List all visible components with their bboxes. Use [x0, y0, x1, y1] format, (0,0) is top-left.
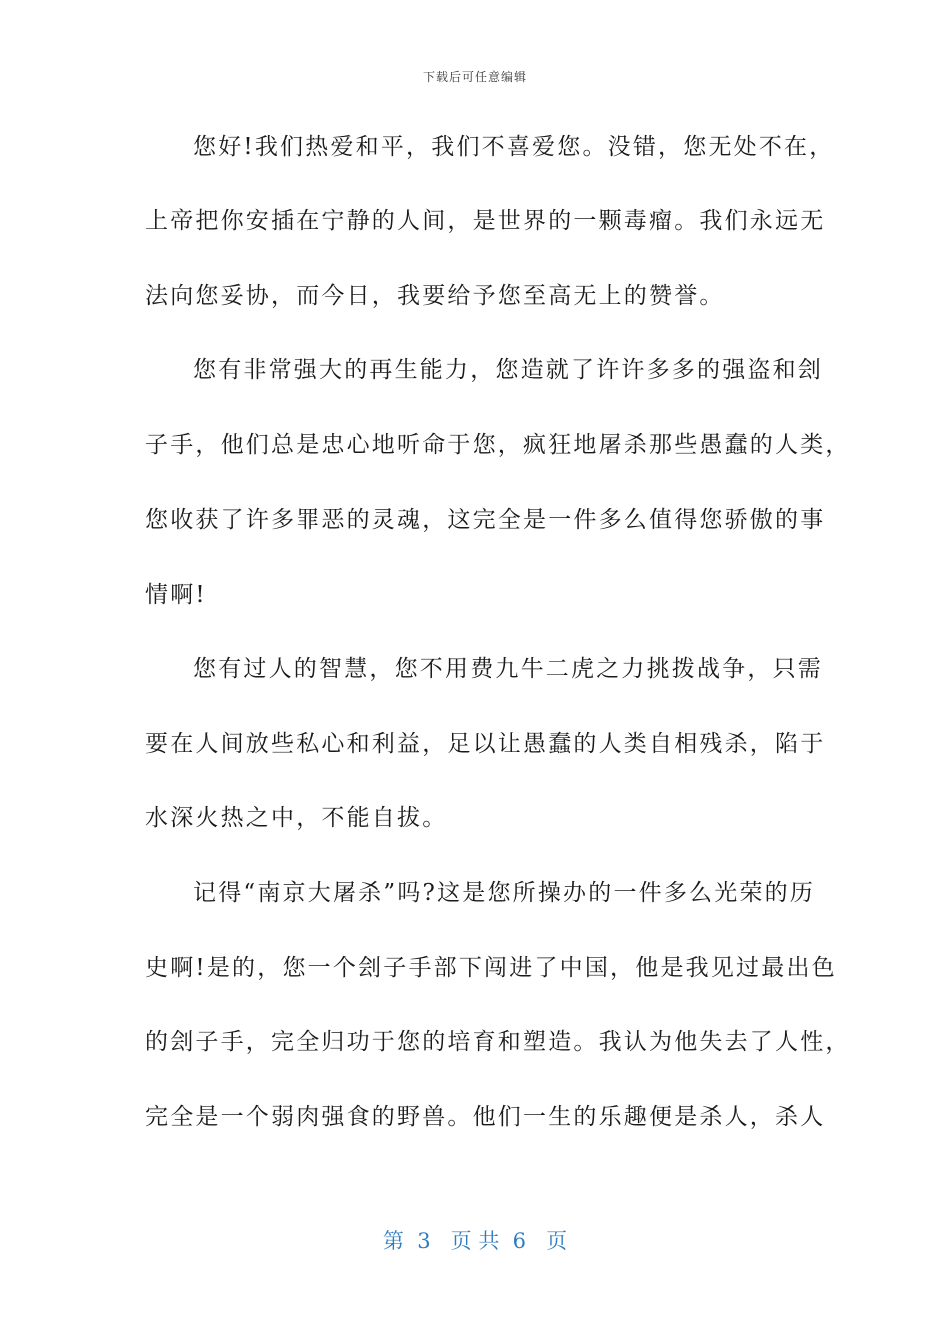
- text-line: 水深火热之中，不能自拔。: [145, 805, 448, 831]
- page-number-footer: 第 3 页 共 6 页: [382, 1229, 568, 1253]
- text-line: 法向您妥协，而今日，我要给予您至高无上的赞誉。: [145, 283, 725, 309]
- text-line: 您有过人的智慧，您不用费九牛二虎之力挑拨战争，只需: [193, 656, 823, 682]
- text-line: 上帝把你安插在宁静的人间，是世界的一颗毒瘤。我们永远无: [145, 208, 826, 234]
- text-line: 您有非常强大的再生能力，您造就了许许多多的强盗和刽: [193, 357, 823, 383]
- text-line: 记得“南京大屠杀”吗?这是您所操办的一件多么光荣的历: [193, 880, 816, 906]
- text-line: 子手，他们总是忠心地听命于您，疯狂地屠杀那些愚蠢的人类，: [145, 432, 851, 458]
- text-line: 的刽子手，完全归功于您的培育和塑造。我认为他失去了人性，: [145, 1029, 851, 1055]
- page-header-note: 下载后可任意编辑: [422, 70, 527, 84]
- text-line: 情啊!: [145, 582, 207, 608]
- text-line: 要在人间放些私心和利益，足以让愚蠢的人类自相残杀，陷于: [145, 731, 826, 757]
- text-line: 您收获了许多罪恶的灵魂，这完全是一件多么值得您骄傲的事: [145, 507, 826, 533]
- text-line: 您好!我们热爱和平，我们不喜爱您。没错，您无处不在，: [193, 134, 835, 160]
- text-line: 史啊!是的，您一个刽子手部下闯进了中国，他是我见过最出色: [145, 955, 837, 981]
- text-line: 完全是一个弱肉强食的野兽。他们一生的乐趣便是杀人，杀人: [145, 1104, 826, 1130]
